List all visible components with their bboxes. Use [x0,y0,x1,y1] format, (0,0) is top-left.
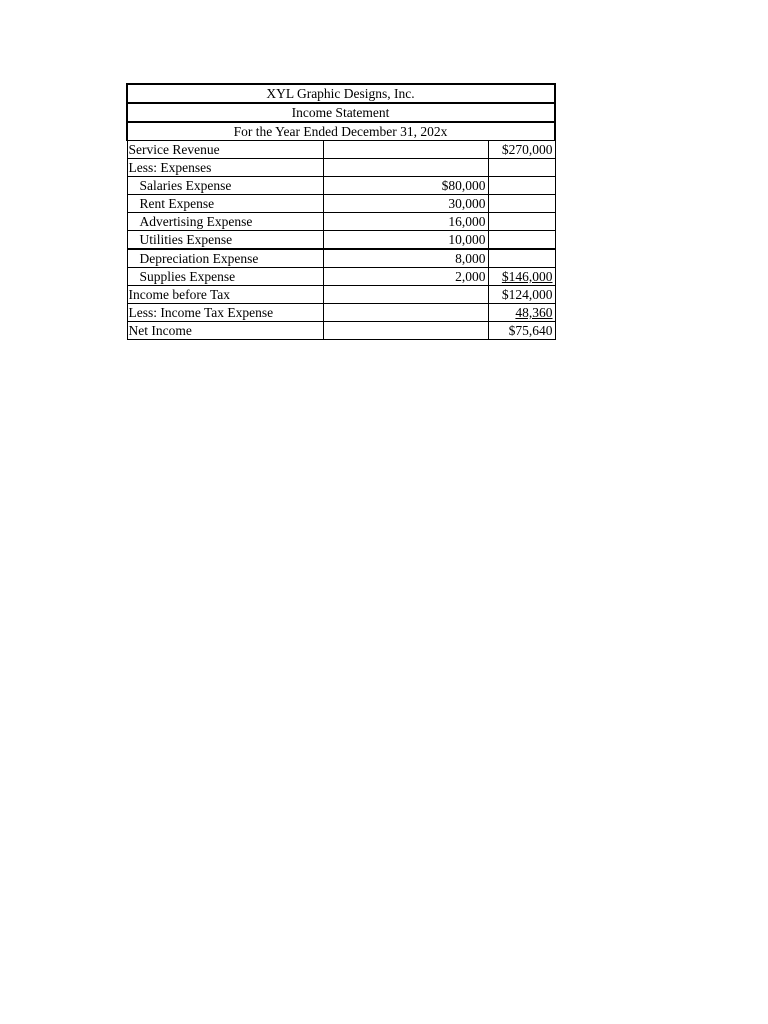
row-right-value: $75,640 [488,322,555,340]
row-right-value [488,195,555,213]
row-right-value [488,213,555,231]
row-mid-value [323,141,488,159]
header-row-period [127,122,555,141]
row-label: Rent Expense [127,195,323,213]
row-label: Depreciation Expense [127,249,323,268]
row-right-value [488,268,555,286]
table-row-rent [127,195,555,213]
row-mid-value [323,159,488,177]
row-mid-value [323,304,488,322]
row-mid-value: 16,000 [323,213,488,231]
table-row-income-before-tax [127,286,555,304]
header-row-title [127,103,555,122]
table-row-income-tax [127,304,555,322]
row-mid-value: 2,000 [323,268,488,286]
row-label: Supplies Expense [127,268,323,286]
row-label: Less: Income Tax Expense [127,304,323,322]
table-row-utilities [127,231,555,250]
row-mid-value: 10,000 [323,231,488,250]
company-name: XYL Graphic Designs, Inc. [127,84,555,103]
table-row-supplies [127,268,555,286]
header-row-company [127,84,555,103]
table-row-advertising [127,213,555,231]
row-right-value: $270,000 [488,141,555,159]
row-right-value [488,231,555,250]
row-label: Service Revenue [127,141,323,159]
table-row-depreciation [127,249,555,268]
row-label: Income before Tax [127,286,323,304]
row-mid-value: 30,000 [323,195,488,213]
table-row-salaries [127,177,555,195]
row-label: Utilities Expense [127,231,323,250]
row-right-value [488,249,555,268]
table-row-less-expenses [127,159,555,177]
row-mid-value [323,322,488,340]
statement-title: Income Statement [127,103,555,122]
row-right-value-text: 48,360 [515,304,553,320]
row-mid-value: $80,000 [323,177,488,195]
row-label: Less: Expenses [127,159,323,177]
row-label: Net Income [127,322,323,340]
income-statement-table [126,83,556,340]
row-right-value-text: $146,000 [501,268,553,284]
table-row-service-revenue [127,141,555,159]
statement-period: For the Year Ended December 31, 202x [127,122,555,141]
row-right-value: $124,000 [488,286,555,304]
row-label: Salaries Expense [127,177,323,195]
row-right-value [488,177,555,195]
row-mid-value [323,286,488,304]
row-right-value [488,304,555,322]
row-right-value [488,159,555,177]
row-mid-value: 8,000 [323,249,488,268]
row-label: Advertising Expense [127,213,323,231]
table-row-net-income [127,322,555,340]
